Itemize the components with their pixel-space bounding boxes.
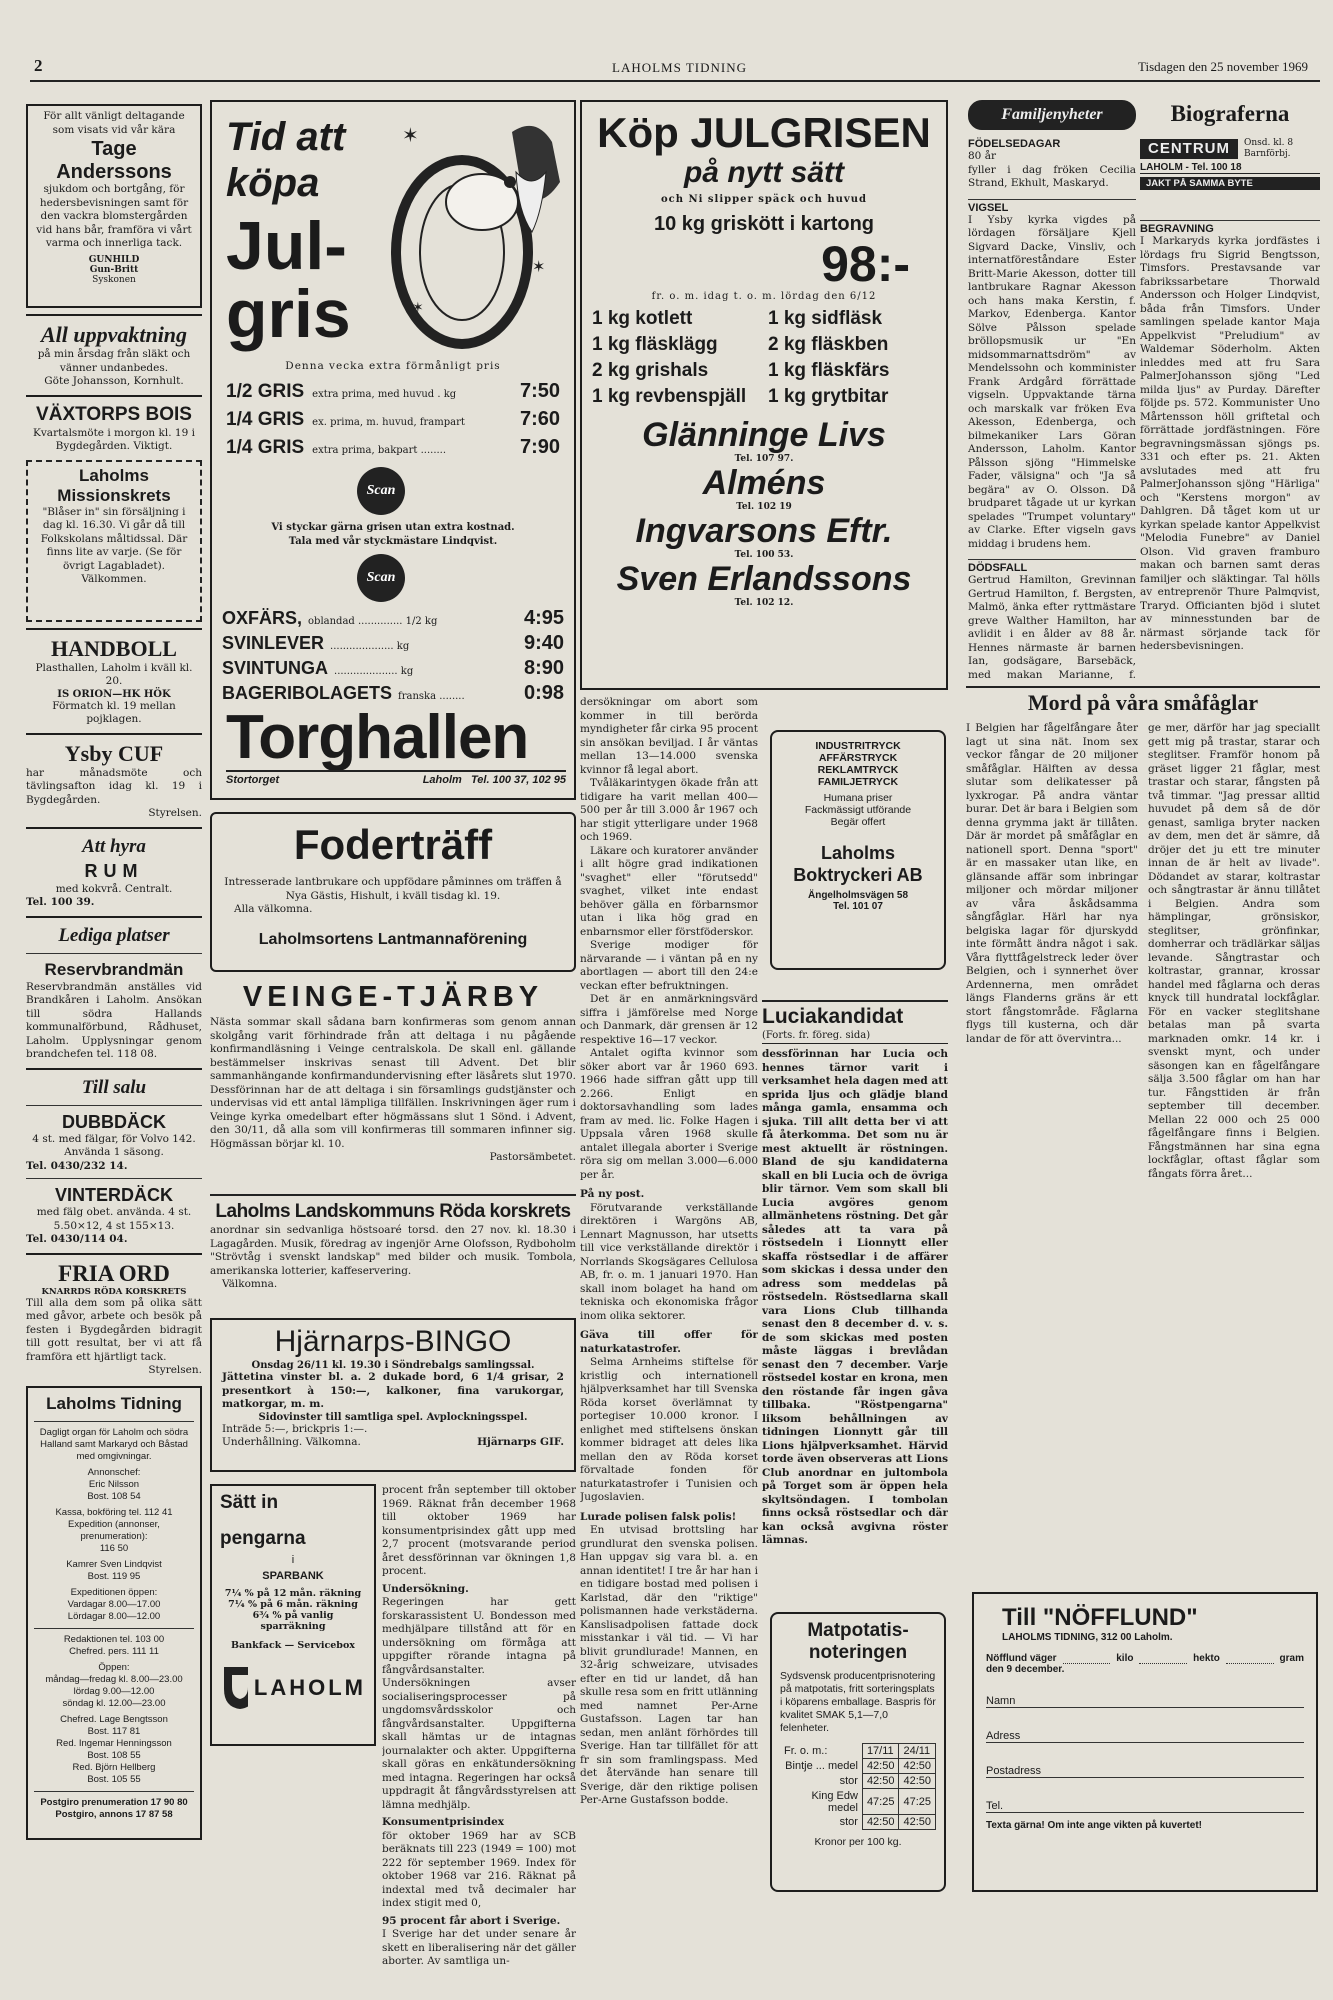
julgris-store	[592, 464, 936, 512]
masthead-chef: Chefred. pers. 111 11	[69, 1645, 159, 1657]
tryck-ad	[770, 730, 946, 970]
potato-v2: 42:50	[899, 1774, 936, 1789]
potato-v2: 42:50	[899, 1759, 936, 1774]
sparbank-bankbok: Bankfack — Servicebox	[231, 1640, 355, 1651]
fria-ord-title: FRIA ORD	[58, 1260, 170, 1286]
torghallen-meat-desc: .................... kg	[334, 666, 414, 677]
biograf-box	[1140, 100, 1320, 212]
bingo-line-2: Jättetina vinster bl. a. 2 dukade bord, 6 1/4 grisar, 2 presentkort à 150:—, kalkoner, fina varukorgar, matkorgar, m. m.	[222, 1371, 564, 1410]
masthead-exptid: Expeditionen öppen:	[70, 1586, 158, 1598]
tryck-tel: Tel. 101 07	[833, 901, 883, 912]
masthead-red-2-bost: Bost. 105 55	[87, 1773, 141, 1785]
biograf-info: Onsd. kl. 8 Barnförbj.	[1244, 138, 1294, 159]
torghallen-meat-label: SVINLEVER	[222, 633, 325, 653]
masthead-exp: Expedition (annonser, prenumeration):	[68, 1518, 160, 1542]
abort-h2: Gäva till offer för naturkatastrofer.	[580, 1329, 758, 1355]
scan-logo	[357, 467, 405, 515]
thanks-sign-2: Gun-Britt	[89, 264, 139, 275]
fria-ord-text: Till alla dem som på olika sätt med gåvor, arbete och besök på festen i Bygdegården bidragit till gott resultat, ber vi att få framföra ett hjärtligt tack.	[26, 1296, 202, 1363]
uppvaktning-sign: Göte Johansson, Kornhult.	[44, 375, 184, 387]
ysby-title: Ysby CUF	[64, 740, 164, 766]
tryck-l6: Fackmässigt utförande	[804, 804, 912, 816]
sparbank-bank: SPARBANK	[262, 1570, 324, 1582]
torghallen-meat-item	[222, 657, 564, 682]
salu-title: Till salu	[81, 1076, 147, 1098]
torghallen-meat-desc: franska ........	[398, 691, 465, 702]
begr-title: BEGRAVNING	[1140, 220, 1320, 235]
torghallen-meat-item	[222, 632, 564, 657]
torghallen-item-price: 7:50	[519, 380, 560, 402]
mission-title-1: Laholms	[79, 465, 149, 485]
noff-title: Till "NÖFFLUND"	[1002, 1604, 1198, 1631]
julgris-price: 98:-	[821, 236, 910, 292]
abort-p8: Selma Arnheims stiftelse för kristlig och internationell hjälpverksamhet har till Svenska Röda korset överlämnat ty portegiser 10.000 kronor. I enlighet med stiftelsens önskan kommer bidraget att deles lika mellan den av Röda korset förvaltade fonden för naturkatastrofer i Tunisien och Jugoslavien.	[580, 1356, 758, 1503]
matpotatis-title-1: Matpotatis-	[807, 1620, 909, 1641]
vigsel-text: I Ysby kyrka vigdes på lördagen försäljare Kjell Sigvard Dacke, Vinsliv, och internatföreståndare Ester Britt-Marie Akesson, dotter till lantbrukare Ragnar Akesson och hans maka Kerstin, f. Markov, Edenberga. Kantor Sölve Pålsson spelade bröllopsmusik ur "En midsommarnattsdröm" av Mendelssohn och komminister Frank Ardgård förrättade vigseln. Uppvaktande tärna och marskalk var fröken Eva Akesson, Edenberga, och bilmekaniker Lars Göran Andersson, Laholm. Kantor Pålsson sjöng "Himmelske Fader, välsigna" och "Ja så begära" av O. Olsson. Då brudparet tågade ut ur kyrkan spelades "Trumpet voluntary" av Clarke. Efter vigseln gavs middag i brudens hem.	[968, 213, 1136, 550]
thanks-sign-1: GUNHILD	[88, 254, 140, 265]
biograf-cinema: CENTRUM	[1140, 139, 1238, 159]
handboll-title: HANDBOLL	[51, 635, 177, 661]
torghallen-store-sub: Stortorget	[226, 774, 280, 786]
lucia-title: Luciakandidat	[762, 1005, 904, 1028]
torghallen-pig-item	[226, 380, 560, 408]
masthead-kamrer-bost: Bost. 119 95	[87, 1570, 141, 1582]
handboll-text: Plasthallen, Laholm i kväll kl. 20.	[35, 661, 193, 687]
torghallen-store-name: Torghallen	[226, 703, 529, 772]
potato-v2: 42:50	[899, 1815, 936, 1830]
torghallen-footer	[226, 770, 566, 786]
matpotatis-footer: Kronor per 100 kg.	[814, 1836, 902, 1848]
foder-ad	[210, 812, 576, 972]
article-index-h1: Undersökning.	[382, 1582, 469, 1595]
fod-title: FÖDELSEDAGAR	[968, 138, 1061, 150]
tryck-l2: AFFÄRSTRYCK	[818, 752, 898, 764]
dubb-title: DUBBDÄCK	[62, 1111, 166, 1132]
svg-text:✶: ✶	[412, 300, 424, 316]
scan-logo-2-text: Scan	[366, 570, 396, 585]
article-index-p2: Regeringen har gett forskarassistent U. Bondesson med medhjälpare tillstånd att för en undersökning om förmåga att uppgifter rörande intagna på fångvårdsanstalter. Undersökningen avser socialiseringsprocesser på ungdomsvårdsskolor och fångvårdsanstalter. Uppgifterna skall hämtas ur de intagnas journalakter och akter. Uppgifterna skall göras en enkätundersökning med intagna. Regeringen har också uppdragit åt fångvårdsstyrelsen att lämna medhjälp.	[382, 1596, 576, 1811]
article-index	[382, 1484, 576, 1984]
tryck-name-1: Laholms	[820, 843, 895, 863]
matpotatis-box	[770, 1612, 946, 1892]
hyra-title: Att hyra	[82, 835, 146, 857]
table-row	[780, 1774, 936, 1789]
torghallen-meat-price: 9:40	[523, 632, 564, 654]
abort-p5: Det är en anmärkningsvärd siffra i jämförelse med Norge och Danmark, där grensen är 12 respektive 16—17 veckor.	[580, 993, 758, 1046]
abort-h3: Lurade polisen falsk polis!	[580, 1510, 737, 1523]
masthead-box	[26, 1386, 202, 1840]
thanks-intro: För allt vänligt deltagande som visats vid vår kära	[43, 110, 185, 136]
julgris-item: 1 kg sidfläsk	[768, 308, 883, 329]
julgris-box: 10 kg griskött i kartong	[653, 213, 875, 235]
potato-v1: 47:25	[862, 1789, 899, 1815]
julgris-store-tel: Tel. 100 53.	[734, 550, 794, 560]
julgris-store-name: Glänninge Livs	[642, 416, 886, 454]
torghallen-cut-note-1: Vi styckar gärna grisen utan extra kostnad.	[271, 522, 515, 533]
bingo-line-3: Sidovinster till samtliga spel. Avplockningsspel.	[258, 1411, 528, 1423]
potato-head-empty: Fr. o. m.:	[784, 1745, 828, 1757]
masthead-red-2: Red. Björn Hellberg	[72, 1761, 156, 1773]
rodakors-notice	[210, 1194, 576, 1316]
torghallen-head-4: gris	[226, 276, 351, 352]
article-index-h2: Konsumentprisindex	[382, 1816, 505, 1828]
bingo-sign: Hjärnarps GIF.	[477, 1436, 564, 1448]
mord-text-1: I Belgien har fågelfångare åter lagt ut sina nät. Inom sex veckor fångar de 20 miljoner småfåglar. Hälften av dessa slutar som delikatesser på lyxkrogar. På andra väntar burar. Det är bara i Belgien som denna grymma jakt är tillåten. Där är mordet på småfåglar en nationell sport. Denna "sport" är en massaker utan like, en glänsande affär som inbringar miljoner och mördar miljoner av våra åskådsamma sångfåglar. Härl har nya belgiska lagar för djurskydd inte förmått ändra något i sak. Våra flyttfågelstreck leder över Belgien, och i synnerhet över Ardennerna, men området längs Flanderns gräns är ett stort fångstområde. Fåglarna flygs till kusterna, och där landar de för att övervintra...	[966, 722, 1138, 1045]
vinter-title: VINTERDÄCK	[54, 1185, 173, 1205]
julgris-ad	[580, 100, 948, 690]
classifieds-column	[26, 104, 202, 1840]
article-index-p3: för oktober 1969 har av SCB beräknats till 223 (1949 = 100) mot 222 för september 1969. Index för oktober 1968 var 216. Räknat på indextal med två decimaler har index stigit med 0,	[382, 1829, 576, 1909]
mord-text-2: ge mer, därför har jag speciallt gett mig på trastar, starar och steglitser. Framför honom på gräset ligger 21 fåglar, mest trastar och starar, fångsten på två timmar. "Jag pressar alltid huvudet på dem så de dör genast, samliga bryter nacken av dem, men det är sämre, då dröjer det ju ett tre minuter innan de är helt av livade". Dödandet av starar, koltrastar och sångtrastar är ännu tillåtet i Belgien. Andra som hämplingar, grönsiskor, steglitser, grönfinkar, domherrar och trädlärkar säljas levande. Sångtrastar och koltrastar, grannar, krossar handel med fåglarna och deras knyck till hundratal lockfåglar. För en vacker steglitshane betalas man på svarta marknaden omkr. 14 kr. i svenskt mynt, och under säsongen kan en fågelfångare sälja 3.500 fåglar om han har tur. Fångsttiden är från september till december. Mellan 22 000 och 25 000 fågelfångare finns i Belgien. Fångstmännen har sina egna lockfåglar, oftast fåglar som fångats förra året...	[1148, 722, 1320, 1180]
lucia-article	[762, 1000, 948, 1570]
bingo-ad	[210, 1318, 576, 1472]
fria-ord-sub: KNARRDS RÖDA KORSKRETS	[41, 1286, 187, 1297]
sparbank-title-2: pengarna	[220, 1528, 306, 1549]
masthead-exp-lord: Lördagar 8.00—12.00	[67, 1610, 161, 1622]
julgris-item: 1 kg grytbitar	[768, 386, 889, 407]
sparbank-city: LAHOLM	[253, 1675, 366, 1700]
noff-kilo-field[interactable]	[1063, 1653, 1111, 1664]
table-row	[780, 1744, 936, 1759]
masthead-exp-vard: Vardagar 8.00—17.00	[67, 1598, 161, 1610]
masthead-open-2: lördag 9.00—12.00	[73, 1685, 155, 1697]
potato-col-2: 24/11	[899, 1744, 936, 1759]
dubb-text: 4 st. med fälgar, för Volvo 142. Använda 1 säsong.	[32, 1132, 196, 1158]
julgris-store	[592, 512, 936, 560]
table-row	[780, 1815, 936, 1830]
sparbank-ad	[210, 1484, 376, 1746]
julgris-item: 1 kg fläsklägg	[592, 334, 718, 355]
torghallen-head-3: Jul-	[226, 208, 347, 284]
potato-label: stor	[839, 1775, 858, 1787]
handboll-match: IS ORION—HK HÖK	[57, 688, 171, 700]
fria-ord-sign: Styrelsen.	[148, 1364, 202, 1376]
torghallen-pig-list	[226, 380, 560, 464]
abort-p9: En utvisad brottsling har grundlurat den svenska polisen. Han uppgav sig vara bl. a. en annan identitet! I tre år har han i en tidigare bostad med polisen i Karlstad, där den "riktige" polismannen hade verkstäderna. Kanslisadpolisen fattade dock misstankar i väl tid. — Vi har blivit grundlurade! Mannen, en 32-årig schweizare, utvisades efter en tid ur landet, då han skulle resa som en fritt utlänning med namnet Per-Arne Gustafsson. Lagen tar han sedan, men anlänt förhördes till Sverige. Han tar tillfället för att fr sin som framlingspass. Med det återvände han senare till Sverige, där den riktige polisen Per-Arne Gustafsson bodde.	[580, 1524, 758, 1806]
julgris-store	[592, 416, 936, 464]
julgris-store-tel: Tel. 107 97.	[734, 454, 794, 464]
torghallen-meat-desc: oblandad .............. 1/2 kg	[308, 616, 438, 627]
vinter-tel: Tel. 0430/114 04.	[26, 1233, 128, 1245]
tryck-l4: FAMILJETRYCK	[817, 776, 899, 788]
julgris-item: 2 kg grishals	[592, 360, 709, 381]
torghallen-meat-label: SVINTUNGA	[222, 658, 329, 678]
masthead-open-1: måndag—fredag kl. 8.00—23.00	[45, 1673, 183, 1685]
matpotatis-text: Sydsvensk producentprisnotering på matpotatis, fritt sorteringsplats i köparens emballage. Baspris för kvalitet SMAK 5,1—7,0 felenheter.	[780, 1670, 936, 1734]
torghallen-item-label: 1/4 GRIS	[226, 437, 305, 458]
scan-logo-text: Scan	[366, 483, 396, 498]
masthead-title: Laholms Tidning	[46, 1393, 182, 1413]
vinter-text: med fälg obet. använda. 4 st. 5.50×12, 4 st 155×13.	[36, 1206, 192, 1232]
julgris-items	[592, 306, 936, 410]
masthead-kassa: Kassa, bokföring tel. 112 41	[55, 1506, 173, 1518]
biograf-tel: LAHOLM - Tel. 100 18	[1140, 162, 1320, 174]
issue-date: Tisdagen den 25 november 1969	[1138, 59, 1308, 74]
masthead-text: Dagligt organ för Laholm och södra Halland samt Markaryd och Båstad med omgivningar.	[39, 1426, 189, 1462]
coat-of-arms-icon	[220, 1665, 248, 1711]
thanks-name-last: Anderssons	[56, 161, 172, 183]
veinge-text: Nästa sommar skall sådana barn konfirmeras som genom annan skolgång varit förhindrade från att deltaga i nu pågående konfirmandläsning i Veinge centralskola. De skall enl. gällande bestämmelser inskrivas senast till Advent. Det blir sammanhängande konfirmandundervisning efter läsårets slut 1970. Dessförinnan har de att deltaga i sin församlings gudstjänster och undervisas vid ett antal lämpliga tillfällen. Inskrivningen äger rum i Veinge kyrka omedelbart efter högmässans slut 1 Sönd. i Advent, den 30/11, då alla som vill konfirmeras till sommaren infinner sig. Högmässan börjar kl. 10.	[210, 1016, 576, 1150]
torghallen-meat-price: 4:95	[523, 607, 564, 629]
page-number: 2	[34, 56, 43, 75]
noff-post-field[interactable]	[986, 1759, 1304, 1778]
mission-welcome: Välkommen.	[81, 573, 147, 585]
mission-ad	[26, 460, 202, 622]
potato-label: Bintje ... medel	[785, 1760, 858, 1772]
potato-v1: 42:50	[862, 1815, 899, 1830]
noff-adress-label: Adress	[986, 1730, 1021, 1742]
dubb-tel: Tel. 0430/232 14.	[26, 1159, 128, 1172]
dod-title: DÖDSFALL	[968, 559, 1136, 574]
foder-text: Intresserade lantbrukare och uppfödare påminnes om träffen å Nya Gästis, Hishult, i kväll tisdag kl. 19.	[224, 876, 562, 902]
ysby-text: har månadsmöte och tävlingsafton idag kl. 19 i Bygdegården.	[26, 766, 202, 806]
abort-p4: Sverige modiger för närvarande — i väntan på en ny abortlagen — abort till den 24:e veckan efter befruktningen.	[580, 939, 758, 992]
noff-form	[972, 1592, 1318, 1892]
thanks-sign-3: Syskonen	[92, 274, 136, 285]
julgris-title-2: på nytt sätt	[683, 156, 845, 189]
thanks-ad	[26, 104, 202, 308]
noff-line1a: Nöfflund väger	[986, 1653, 1057, 1664]
noff-namn-label: Namn	[986, 1695, 1016, 1707]
abort-p1: dersökningar om abort som kommer in till berörda myndigheter får cirka 95 procent sin ansökan beviljad. I år väntas mellan 13—14.000 svenska kvinnor få legal abort.	[580, 696, 758, 776]
masthead-red-1: Red. Ingemar Henningsson	[56, 1737, 172, 1749]
vigsel-title: VIGSEL	[968, 199, 1136, 214]
torghallen-ad	[210, 100, 576, 800]
tryck-l3: REKLAMTRYCK	[817, 764, 899, 776]
julgris-store-name: Alméns	[702, 464, 826, 502]
sparbank-rate-2: 7¼ % på 6 mån. räkning	[228, 1599, 358, 1610]
julgris-item: 1 kg kotlett	[592, 308, 693, 329]
sparbank-rate-3: 6¾ % på vanlig sparräkning	[252, 1610, 334, 1632]
masthead-ann-label: Annonschef:	[87, 1466, 141, 1478]
begravning-column	[1140, 220, 1320, 682]
sparbank-sub: i	[291, 1554, 295, 1566]
masthead-kamrer: Kamrer Sven Lindqvist	[66, 1558, 162, 1570]
julgris-sub: och Ni slipper späck och huvud	[661, 194, 867, 205]
potato-label: stor	[839, 1816, 858, 1828]
hyra-text: med kokvrå. Centralt.	[55, 882, 173, 895]
table-row	[780, 1759, 936, 1774]
torghallen-meat-item	[222, 607, 564, 632]
julgris-store-tel: Tel. 102 12.	[734, 598, 794, 608]
noff-line1c: hekto	[1193, 1653, 1220, 1664]
abort-h1: På ny post.	[580, 1188, 645, 1200]
abort-p7: Förutvarande verkställande direktören i Wargöns AB, Lennart Magnusson, har utsetts till vice verkställande direktör i Norrlands Skogsägares Cellulosa AB, fr. o. m. 1 januari 1970. Han skall inom bolaget ha hand om tekniska och ekonomiska frågor inom olika sektorer.	[580, 1201, 758, 1322]
noff-line2: den 9 december.	[986, 1664, 1065, 1675]
potato-label: King Edw medel	[811, 1789, 858, 1814]
veinge-notice	[210, 980, 576, 1190]
svg-text:✶: ✶	[402, 123, 419, 147]
bingo-welcome: Underhållning. Välkomna.	[222, 1436, 361, 1448]
lediga-title: Lediga platser	[58, 924, 170, 946]
rodakors-welcome: Välkomna.	[222, 1278, 278, 1290]
torghallen-pig-item	[226, 436, 560, 464]
bingo-title: Hjärnarps-BINGO	[274, 1325, 512, 1358]
scan-logo-2	[357, 554, 405, 602]
torghallen-item-price: 7:90	[519, 436, 560, 458]
abort-p2: Tvåläkarintygen ökade från att tidigare ha varit mellan 400—500 per år till 3.000 år 1967 och har stigit ytterligare under 1968 och 1969.	[580, 777, 758, 843]
torghallen-offer: Denna vecka extra förmånligt pris	[285, 360, 501, 372]
handboll-text-2: Förmatch kl. 19 mellan pojklagen.	[52, 699, 176, 725]
julgris-stores	[592, 416, 936, 608]
torghallen-meat-desc: .................... kg	[330, 641, 410, 652]
masthead-open-3: söndag kl. 12.00—23.00	[62, 1697, 166, 1709]
potato-col-1: 17/11	[862, 1744, 899, 1759]
tryck-l1: INDUSTRITRYCK	[815, 740, 901, 752]
svg-text:✶: ✶	[532, 257, 546, 276]
biograf-movie: JAKT PÅ SAMMA BYTE	[1140, 177, 1320, 190]
abort-p3: Läkare och kuratorer använder i allt högre grad indikationen "svaghet" eller "förutsedd" svaghet, vilket inte endast behöver gälla en förbarnsmor utan i lika hög grad en enbarnsmor eller förstföderskor.	[580, 844, 758, 938]
torghallen-head-2: köpa	[226, 161, 320, 205]
santa-pig-illustration-icon	[382, 112, 568, 362]
noff-hekto-field[interactable]	[1139, 1653, 1187, 1664]
familj-column	[968, 100, 1136, 682]
matpotatis-title-2: noteringen	[808, 1642, 908, 1663]
torghallen-head-1: Tid att	[226, 115, 346, 159]
julgris-store-name: Ingvarsons Eftr.	[635, 512, 893, 550]
noff-addr: LAHOLMS TIDNING, 312 00 Laholm.	[1002, 1632, 1173, 1643]
potato-v2: 47:25	[899, 1789, 936, 1815]
julgris-item: 2 kg fläskben	[768, 334, 889, 355]
article-index-cont	[210, 1756, 376, 1986]
lucia-sub: (Forts. fr. föreg. sida)	[762, 1030, 871, 1041]
noff-adress-field[interactable]	[986, 1724, 1304, 1743]
torghallen-cut-note-2: Tala med vår styckmästare Lindqvist.	[288, 536, 498, 547]
torghallen-meat-price: 8:90	[523, 657, 564, 679]
mission-text: "Blåser in" sin försäljning i dag kl. 16.30. Vi går då till Folkskolans måltidssal. Där finns lite av varje. (Se för övrigt Lagabladet).	[40, 505, 188, 572]
article-index-h3: 95 procent får abort i Sverige.	[382, 1914, 561, 1927]
table-row	[780, 1789, 936, 1815]
fod-text: fyller i dag fröken Cecilia Strand, Ekhult, Maskaryd.	[968, 163, 1136, 189]
matpotatis-table	[780, 1743, 936, 1830]
rodakors-title: Laholms Landskommuns Röda korskrets	[215, 1201, 571, 1222]
torghallen-meat-label: BAGERIBOLAGETS	[222, 683, 393, 703]
julgris-item: 1 kg fläskfärs	[768, 360, 890, 381]
masthead-ann-bost: Bost. 108 54	[87, 1490, 141, 1502]
noff-line1b: kilo	[1116, 1653, 1134, 1664]
mord-article	[966, 686, 1320, 1586]
masthead-chefred: Chefred. Lage Bengtsson	[60, 1713, 168, 1725]
vaxtorp-title: VÄXTORPS BOIS	[36, 403, 192, 425]
torghallen-item-desc: ex. prima, m. huvud, frampart	[312, 417, 465, 428]
noff-line1d: gram	[1279, 1653, 1304, 1664]
bingo-line-4: Inträde 5:—, brickpris 1:—.	[222, 1422, 368, 1435]
page-header	[0, 56, 1333, 80]
julgris-title: Köp JULGRISEN	[597, 109, 931, 156]
noff-post-label: Postadress	[986, 1765, 1042, 1777]
header-rule	[30, 80, 1320, 82]
abort-p6: Antalet ogifta kvinnor som söker abort var år 1960 693. 1966 hade siffran gått upp till 2.266. Enligt en doktorsavhandling som lades fram av med. lic. Folke Hagen i Uppsala våren 1968 skulle antalet illegala aborter i Sverige röra sig om mellan 3.000—6.000 per år.	[580, 1047, 758, 1181]
torghallen-item-desc: extra prima, med huvud . kg	[312, 389, 457, 400]
hyra-word: RUM	[84, 860, 144, 881]
torghallen-meat-price: 0:98	[523, 682, 564, 704]
torghallen-meat-label: OXFÄRS,	[222, 608, 303, 628]
masthead-giro-1: Postgiro prenumeration 17 90 80	[40, 1796, 188, 1808]
tryck-l5: Humana priser	[823, 792, 893, 804]
mord-title: Mord på våra småfåglar	[966, 686, 1320, 718]
thanks-name-first: Tage	[91, 138, 137, 160]
bingo-line-1: Onsdag 26/11 kl. 19.30 i Söndrebalgs samlingssal.	[251, 1360, 535, 1371]
torghallen-item-label: 1/2 GRIS	[226, 381, 305, 402]
fod-age: 80 år	[968, 150, 996, 162]
veinge-sign: Pastorsämbetet.	[489, 1151, 576, 1163]
tryck-l7: Begär offert	[830, 816, 886, 828]
lucia-text: dessförinnan har Lucia och hennes tärnor varit i verksamhet hela dagen med att sprida ljus och glädje bland många gamla, ensamma och sjuka. Till allt detta ber vi att få återkomma. Det som nu är mest aktuellt är röstningen. Bland de sju kandidaterna skall en bli Lucia och de övriga blir tärnor. Vem som skall bli Lucia avgöres genom allmänhetens röstning. Det går således att ta vara på röstsedeln i Lionnytt eller skaffa röstsedlar i de affärer som skickas i dessa under den adress som meddelas på röstsedeln. Röstsedlarna skall vara Lions Club tillhanda senast den 8 december d. v. s. de som skickas med posten måste läggas i brevlådan senast den 7 december. Varje röstsedel kostar en krona, men den röstande får ingen gåva tillbaka. "Röstpengarna" liksom behållningen av tidningen Lionnytt går till Lions hjälpverksamhet. Härvid torde även observeras att Lions Club anordnar en jultombola på Torget som är öppen hela skyltsöndagen. I tombolan finns också röstsedlar och där kan också avgivna röster lämnas.	[762, 1048, 948, 1546]
torghallen-store-tel: Tel. 100 37, 102 95	[471, 774, 566, 786]
thanks-text: sjukdom och bortgång, för hedersbevisningen samt för den vackra blomstergården vid hans bår, framföra vi vårt varma och innerliga tack.	[36, 183, 192, 249]
julgris-store-tel: Tel. 102 19	[736, 502, 792, 512]
noff-gram-field[interactable]	[1226, 1653, 1274, 1664]
sparbank-rate-1: 7¼ % på 12 mån. räkning	[224, 1588, 362, 1599]
julgris-store	[592, 560, 936, 608]
foder-org: Laholmsortens Lantmannaförening	[258, 930, 528, 948]
article-index-p4: I Sverige har det under senare år skett en liberalisering när det gäller aborter. Av samtliga un-	[382, 1928, 576, 1967]
reserv-title: Reservbrandmän	[44, 959, 184, 979]
biograf-title: Biograferna	[1170, 101, 1290, 126]
torghallen-item-desc: extra prima, bakpart ........	[312, 445, 447, 456]
masthead-ann-name: Eric Nilsson	[88, 1478, 140, 1490]
veinge-title: VEINGE-TJÄRBY	[242, 981, 544, 1013]
torghallen-pig-item	[226, 408, 560, 436]
uppvaktning-title: All uppvaktning	[40, 322, 188, 347]
familj-logo: Familjenyheter	[968, 100, 1136, 130]
foder-title: Foderträff	[293, 821, 493, 868]
noff-namn-field[interactable]	[986, 1689, 1304, 1708]
ysby-sign: Styrelsen.	[148, 807, 202, 819]
noff-tel-field[interactable]	[986, 1794, 1304, 1813]
masthead-giro-2: Postgiro, annons 17 87 58	[55, 1808, 173, 1820]
julgris-store-name: Sven Erlandssons	[616, 560, 912, 598]
potato-v1: 42:50	[862, 1774, 899, 1789]
rodakors-text: anordnar sin sedvanliga höstsoaré torsd. den 27 nov. kl. 18.30 i Lagagården. Musik, föredrag av ingenjör Arne Olofsson, Rydboholm "Strövtåg i svenskt landskap" med bilder och musik. Tombola, amerikanska lotterier, kaffeservering.	[210, 1224, 576, 1277]
tryck-name-2: Boktryckeri AB	[793, 865, 923, 885]
masthead-chefred-bost: Bost. 117 81	[87, 1725, 141, 1737]
julgris-item: 1 kg revbenspjäll	[592, 386, 747, 407]
torghallen-meat-list	[222, 607, 564, 707]
paper-name: LAHOLMS TIDNING	[612, 60, 748, 75]
uppvaktning-text: på min årsdag från släkt och vänner undanbedes.	[37, 348, 191, 374]
torghallen-item-label: 1/4 GRIS	[226, 409, 305, 430]
sparbank-title-1: Sätt in	[220, 1492, 279, 1513]
masthead-oppen: Öppen:	[98, 1661, 130, 1673]
masthead-red-1-bost: Bost. 108 55	[87, 1749, 141, 1761]
noff-tel-label: Tel.	[986, 1800, 1004, 1812]
tryck-addr: Ängelholmsvägen 58	[807, 890, 909, 901]
masthead-red: Redaktionen tel. 103 00	[63, 1633, 165, 1645]
abort-article	[580, 696, 758, 1986]
dod-text: Gertrud Hamilton, Grevinnan Gertrud Hamilton, f. Bergsten, Malmö, änka efter ryttmästare greve Walther Hamilton, har avlidit i en ålder av 88 år. Hennes närmaste är barnen Ian, godsägare, Barsebäck, med makan Marianne, f.	[968, 574, 1136, 681]
torghallen-store-city: Laholm	[422, 774, 462, 786]
julgris-date: fr. o. m. idag t. o. m. lördag den 6/12	[651, 291, 877, 302]
foder-welcome: Alla välkomna.	[234, 903, 313, 915]
mission-title-2: Missionskrets	[57, 485, 171, 505]
vaxtorp-text: Kvartalsmöte i morgon kl. 19 i Bygdegården. Viktigt.	[33, 426, 195, 452]
torghallen-item-price: 7:60	[519, 408, 560, 430]
reserv-text: Reservbrandmän anställes vid Brandkåren i Laholm. Ansökan till södra Hallands kommunalförbund, Rådhuset, Laholm. Upplysningar genom brandchefen tel. 118 08.	[26, 980, 202, 1060]
begr-text: I Markaryds kyrka jordfästes i lördags fru Sigrid Bengtsson, Timsfors. Prestavsande var fabrikssarbetare Thorwald Andersson och Holger Lindqvist, båda från Timsfors. Under samlingen spelade kantor Maja Appelkvist "Preludium" av Waldemar Söderholm. Akten inleddes med att fru Sara PalmerJohansson sjöng "Led milda ljus" av Purday. Därefter följde ps. 572. Kommunister Uno Mårtensson höll griftetal och förrättade jordfästningen. Före begravningsmässan sjöngs ps. 331 och efter ps. 21. Akten avslutades med att fru PalmerJohansson sjöng "Härliga" och "Kerstens morgon" av Dahlgren. Då tåget kom ut ur kyrkan spelade kantor Appelkvist "Melodia Funebre" av Daniel Olson. Vid graven framburo makan och barnen samt deras familjer och släktingar. Tal hölls av entreprenör Thure Palmqvist, Traryd. Officianten bjöd i slutet av minnesstunden bar de närmast sörjande tack för hedersbevisningen.	[1140, 235, 1320, 652]
article-index-p1: procent från september till oktober 1969. Räknat från december 1968 till oktober 1969 har konsumentprisindex gått upp med 2,7 procent (motsvarande period året dessförinnan var ökningen 1,8 procent.	[382, 1484, 576, 1577]
potato-v1: 42:50	[862, 1759, 899, 1774]
masthead-exp-tel: 116 50	[99, 1542, 129, 1554]
hyra-tel: Tel. 100 39.	[26, 896, 95, 908]
noff-footer: Texta gärna! Om inte ange vikten på kuvertet!	[986, 1820, 1202, 1831]
